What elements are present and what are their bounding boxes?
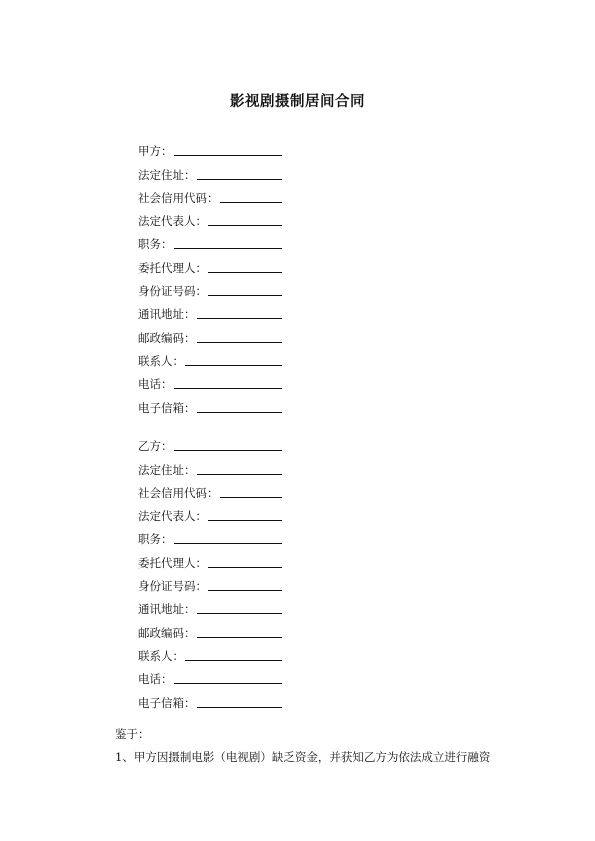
party-a-field: [138, 368, 288, 391]
document-title: 影视剧摄制居间合同: [230, 94, 365, 110]
field-label: 通讯地址：: [138, 602, 196, 617]
party-b-field: [138, 477, 288, 500]
field-label: 职务：: [138, 237, 173, 252]
party-a-field: [138, 298, 288, 321]
field-label: 联系人：: [138, 353, 184, 368]
blank-line[interactable]: [185, 649, 282, 661]
blank-line[interactable]: [197, 331, 283, 343]
whereas-heading: 鉴于：: [115, 727, 150, 741]
party-a-field: [138, 251, 288, 274]
party-b-field: [138, 546, 288, 569]
blank-line[interactable]: [197, 626, 283, 638]
field-label: 法定代表人：: [138, 509, 207, 524]
blank-line[interactable]: [208, 261, 282, 273]
blank-line[interactable]: [174, 377, 283, 389]
party-b-field: [138, 593, 288, 616]
field-label: 甲方：: [138, 144, 173, 159]
party-b-field: [138, 570, 288, 593]
party-b-field: [138, 500, 288, 523]
party-a-field: [138, 391, 288, 414]
field-label: 社会信用代码：: [138, 485, 219, 500]
field-label: 邮政编码：: [138, 625, 196, 640]
blank-line[interactable]: [197, 602, 283, 614]
party-b-field: [138, 686, 288, 709]
party-a-field: [138, 228, 288, 251]
party-b-field: [138, 523, 288, 546]
field-label: 职务：: [138, 532, 173, 547]
field-label: 身份证号码：: [138, 579, 207, 594]
field-label: 乙方：: [138, 439, 173, 454]
field-label: 联系人：: [138, 648, 184, 663]
party-a-field: [138, 321, 288, 344]
blank-line[interactable]: [220, 191, 283, 203]
blank-line[interactable]: [174, 439, 283, 451]
field-label: 法定代表人：: [138, 214, 207, 229]
blank-line[interactable]: [208, 284, 282, 296]
party-b-field: [138, 453, 288, 476]
blank-line[interactable]: [174, 672, 283, 684]
party-b-field: [138, 640, 288, 663]
party-a-info: [138, 135, 288, 415]
blank-line[interactable]: [208, 556, 282, 568]
field-label: 法定住址：: [138, 167, 196, 182]
field-label: 邮政编码：: [138, 330, 196, 345]
blank-line[interactable]: [197, 401, 283, 413]
blank-line[interactable]: [208, 579, 282, 591]
field-label: 电子信箱：: [138, 695, 196, 710]
field-label: 通讯地址：: [138, 307, 196, 322]
field-label: 社会信用代码：: [138, 190, 219, 205]
party-a-field: [138, 182, 288, 205]
party-b-info: [138, 430, 288, 710]
party-a-field: [138, 345, 288, 368]
field-label: 委托代理人：: [138, 260, 207, 275]
party-a-field: [138, 158, 288, 181]
party-a-field: [138, 205, 288, 228]
blank-line[interactable]: [208, 214, 282, 226]
field-label: 身份证号码：: [138, 284, 207, 299]
blank-line[interactable]: [174, 532, 283, 544]
field-label: 电子信箱：: [138, 400, 196, 415]
field-label: 电话：: [138, 377, 173, 392]
blank-line[interactable]: [197, 168, 283, 180]
party-a-field: [138, 275, 288, 298]
blank-line[interactable]: [197, 463, 283, 475]
field-label: 法定住址：: [138, 462, 196, 477]
clause-1-text: 1、甲方因摄制电影（电视剧）缺乏资金，并获知乙方为依法成立进行融资: [115, 750, 491, 764]
blank-line[interactable]: [197, 696, 283, 708]
field-label: 委托代理人：: [138, 555, 207, 570]
blank-line[interactable]: [197, 307, 283, 319]
blank-line[interactable]: [220, 486, 283, 498]
blank-line[interactable]: [208, 509, 282, 521]
party-b-field: [138, 430, 288, 453]
field-label: 电话：: [138, 672, 173, 687]
blank-line[interactable]: [174, 237, 283, 249]
party-b-field: [138, 663, 288, 686]
blank-line[interactable]: [174, 144, 283, 156]
party-a-field: [138, 135, 288, 158]
party-b-field: [138, 616, 288, 639]
blank-line[interactable]: [185, 354, 282, 366]
